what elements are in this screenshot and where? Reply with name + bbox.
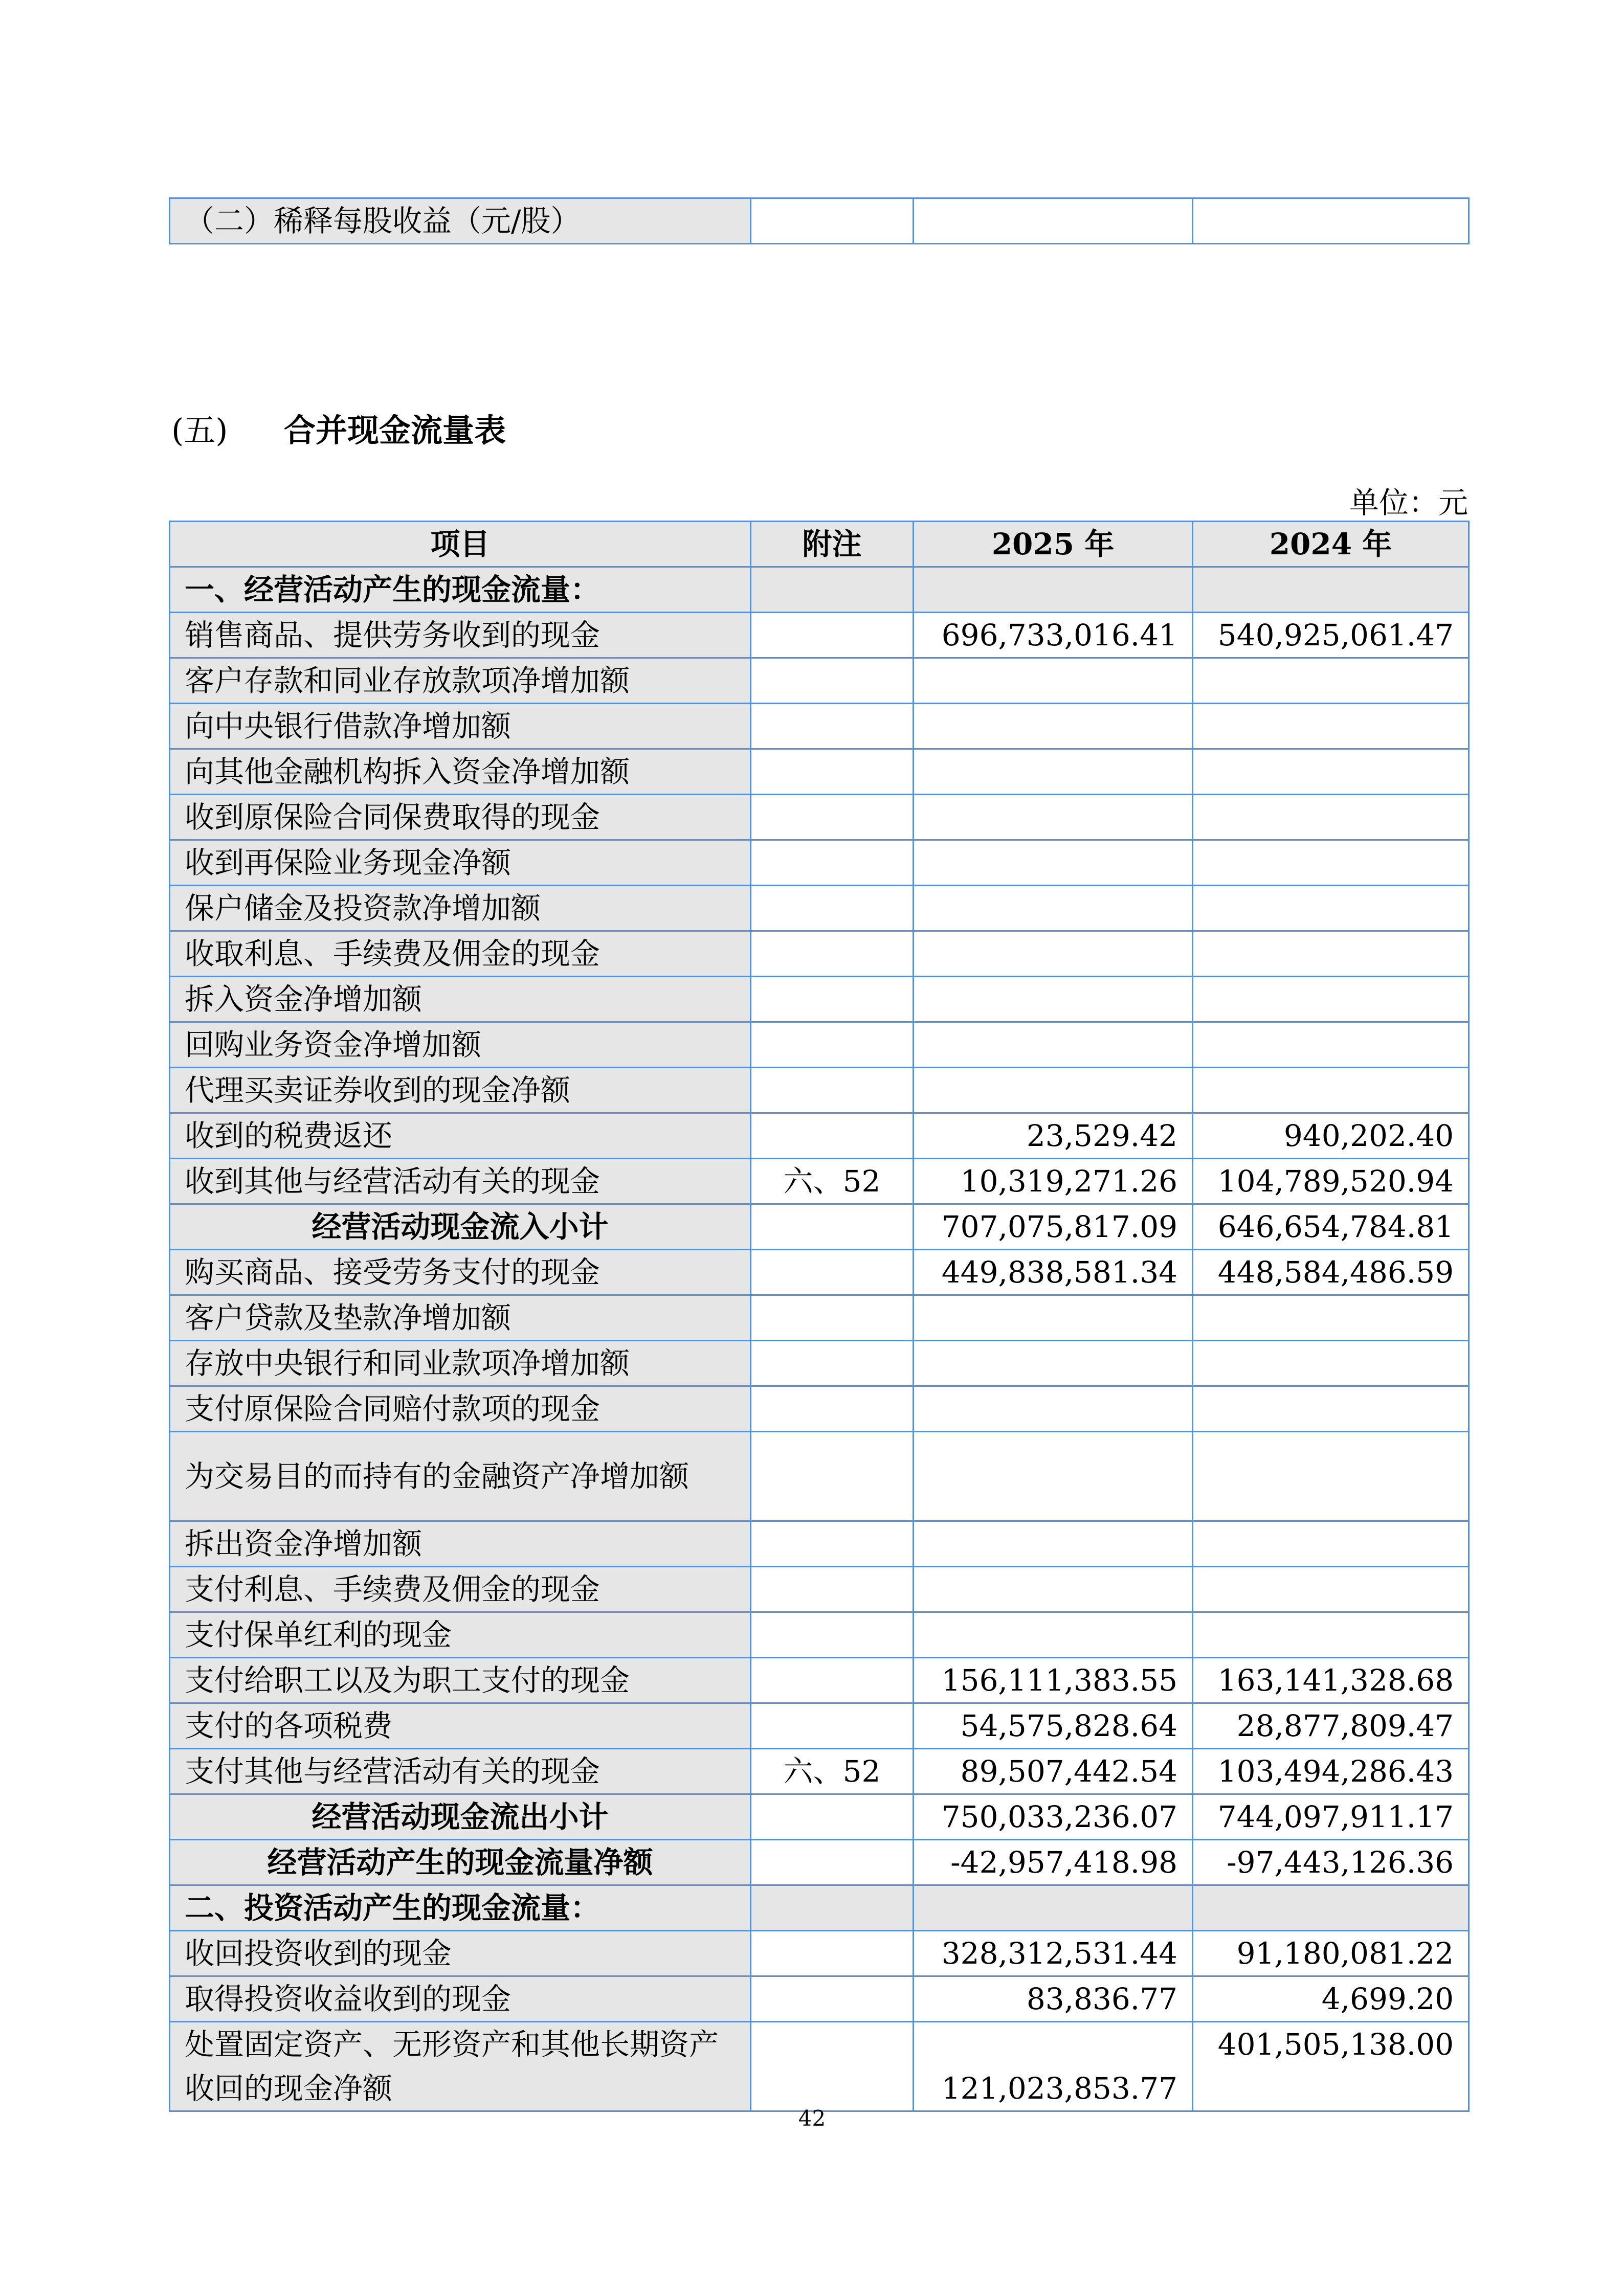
item-cell: 客户存款和同业存放款项净增加额 bbox=[170, 658, 751, 704]
value-2024-cell: 448,584,486.59 bbox=[1193, 1250, 1469, 1295]
section-number: (五) bbox=[171, 412, 228, 449]
value-2024-cell: 540,925,061.47 bbox=[1193, 613, 1469, 658]
note-cell bbox=[751, 840, 914, 886]
item-cell: 经营活动现金流入小计 bbox=[170, 1204, 751, 1250]
note-cell bbox=[751, 704, 914, 749]
value-2025-cell: 89,507,442.54 bbox=[914, 1749, 1193, 1794]
value-2024-cell: 744,097,911.17 bbox=[1193, 1794, 1469, 1840]
item-cell: 二、投资活动产生的现金流量： bbox=[170, 1885, 751, 1931]
value-2024-cell: 104,789,520.94 bbox=[1193, 1159, 1469, 1204]
table-row bbox=[170, 1885, 1469, 1931]
value-2024-cell bbox=[1193, 1432, 1469, 1521]
value-2024-cell bbox=[1193, 977, 1469, 1022]
table-row bbox=[170, 1341, 1469, 1386]
item-cell: 代理买卖证券收到的现金净额 bbox=[170, 1068, 751, 1113]
table-row bbox=[170, 567, 1469, 613]
item-cell: 支付利息、手续费及佣金的现金 bbox=[170, 1567, 751, 1612]
note-cell bbox=[751, 886, 914, 931]
header-2025: 2025 年 bbox=[914, 522, 1193, 567]
note-cell bbox=[751, 1658, 914, 1703]
note-cell bbox=[751, 931, 914, 977]
value-2025-cell bbox=[914, 886, 1193, 931]
table-row bbox=[170, 2022, 1469, 2111]
value-2025-cell bbox=[914, 977, 1193, 1022]
value-2025-cell bbox=[914, 1567, 1193, 1612]
item-cell: 收到再保险业务现金净额 bbox=[170, 840, 751, 886]
note-cell bbox=[751, 795, 914, 840]
item-cell: 回购业务资金净增加额 bbox=[170, 1022, 751, 1068]
item-cell: 拆出资金净增加额 bbox=[170, 1521, 751, 1567]
value-2025-cell: 10,319,271.26 bbox=[914, 1159, 1193, 1204]
value-2025-cell: 156,111,383.55 bbox=[914, 1658, 1193, 1703]
value-2024-cell bbox=[1193, 931, 1469, 977]
value-2024-cell bbox=[1193, 840, 1469, 886]
value-2024-cell: -97,443,126.36 bbox=[1193, 1840, 1469, 1885]
value-2024-cell bbox=[1193, 886, 1469, 931]
header-note: 附注 bbox=[751, 522, 914, 567]
value-2024-cell: 91,180,081.22 bbox=[1193, 1931, 1469, 1976]
item-cell: 支付保单红利的现金 bbox=[170, 1612, 751, 1658]
value-2024-cell bbox=[1193, 1295, 1469, 1341]
note-cell bbox=[751, 749, 914, 795]
item-cell: 处置固定资产、无形资产和其他长期资产收回的现金净额 bbox=[170, 2022, 751, 2111]
table-row bbox=[170, 1567, 1469, 1612]
value-2025-cell bbox=[914, 931, 1193, 977]
note-cell bbox=[751, 1341, 914, 1386]
value-2024-cell bbox=[1193, 749, 1469, 795]
value-2024-cell: 4,699.20 bbox=[1193, 1976, 1469, 2022]
item-cell: 收到的税费返还 bbox=[170, 1113, 751, 1159]
table-row bbox=[170, 198, 1469, 244]
value-2025-cell: 23,529.42 bbox=[914, 1113, 1193, 1159]
value-2024-cell bbox=[1193, 658, 1469, 704]
value-2025-cell bbox=[914, 840, 1193, 886]
table-header-row bbox=[170, 522, 1469, 567]
value-2024-cell: 28,877,809.47 bbox=[1193, 1703, 1469, 1749]
table-row bbox=[170, 1931, 1469, 1976]
value-2025-cell bbox=[914, 1612, 1193, 1658]
value-2024-cell bbox=[1193, 1386, 1469, 1432]
note-cell bbox=[751, 1521, 914, 1567]
table-row bbox=[170, 1703, 1469, 1749]
note-cell bbox=[751, 1794, 914, 1840]
value-2024-cell: 401,505,138.00 bbox=[1193, 2022, 1469, 2111]
value-2025-cell bbox=[914, 704, 1193, 749]
note-cell bbox=[751, 198, 914, 244]
table-row bbox=[170, 1113, 1469, 1159]
item-cell: 支付原保险合同赔付款项的现金 bbox=[170, 1386, 751, 1432]
top-table bbox=[169, 197, 1470, 244]
item-cell: 经营活动产生的现金流量净额 bbox=[170, 1840, 751, 1885]
value-2024-cell bbox=[1193, 795, 1469, 840]
value-2025-cell: 449,838,581.34 bbox=[914, 1250, 1193, 1295]
item-cell: 存放中央银行和同业款项净增加额 bbox=[170, 1341, 751, 1386]
item-cell: 向中央银行借款净增加额 bbox=[170, 704, 751, 749]
note-cell bbox=[751, 658, 914, 704]
unit-label: 单位：元 bbox=[1349, 485, 1468, 520]
table-row bbox=[170, 1250, 1469, 1295]
table-row bbox=[170, 704, 1469, 749]
table-row bbox=[170, 1521, 1469, 1567]
table-row bbox=[170, 795, 1469, 840]
value-2025-cell bbox=[914, 198, 1193, 244]
value-2025-cell: 707,075,817.09 bbox=[914, 1204, 1193, 1250]
note-cell bbox=[751, 1068, 914, 1113]
table-row bbox=[170, 977, 1469, 1022]
value-2025-cell: 54,575,828.64 bbox=[914, 1703, 1193, 1749]
table-row bbox=[170, 1658, 1469, 1703]
value-2025-cell: 750,033,236.07 bbox=[914, 1794, 1193, 1840]
value-2025-cell: 83,836.77 bbox=[914, 1976, 1193, 2022]
header-2024: 2024 年 bbox=[1193, 522, 1469, 567]
value-2025-cell bbox=[914, 1885, 1193, 1931]
value-2024-cell bbox=[1193, 567, 1469, 613]
value-2024-cell: 940,202.40 bbox=[1193, 1113, 1469, 1159]
note-cell bbox=[751, 1840, 914, 1885]
table-row bbox=[170, 1432, 1469, 1521]
item-cell: 购买商品、接受劳务支付的现金 bbox=[170, 1250, 751, 1295]
item-cell: 支付的各项税费 bbox=[170, 1703, 751, 1749]
note-cell bbox=[751, 1386, 914, 1432]
item-cell: 支付其他与经营活动有关的现金 bbox=[170, 1749, 751, 1794]
note-cell bbox=[751, 1885, 914, 1931]
value-2024-cell bbox=[1193, 704, 1469, 749]
item-cell: 收到其他与经营活动有关的现金 bbox=[170, 1159, 751, 1204]
item-cell: 支付给职工以及为职工支付的现金 bbox=[170, 1658, 751, 1703]
table-row bbox=[170, 1022, 1469, 1068]
value-2025-cell bbox=[914, 1068, 1193, 1113]
item-cell: 收到原保险合同保费取得的现金 bbox=[170, 795, 751, 840]
value-2025-cell bbox=[914, 658, 1193, 704]
section-title: 合并现金流量表 bbox=[284, 412, 506, 449]
value-2025-cell bbox=[914, 1341, 1193, 1386]
value-2025-cell: 328,312,531.44 bbox=[914, 1931, 1193, 1976]
table-row bbox=[170, 613, 1469, 658]
item-cell: 收回投资收到的现金 bbox=[170, 1931, 751, 1976]
table-row bbox=[170, 1794, 1469, 1840]
cash-flow-table bbox=[169, 521, 1470, 2112]
note-cell bbox=[751, 977, 914, 1022]
item-cell: 经营活动现金流出小计 bbox=[170, 1794, 751, 1840]
note-cell bbox=[751, 1432, 914, 1521]
item-cell: 保户储金及投资款净增加额 bbox=[170, 886, 751, 931]
note-cell bbox=[751, 1250, 914, 1295]
value-2025-cell bbox=[914, 567, 1193, 613]
item-cell: 一、经营活动产生的现金流量： bbox=[170, 567, 751, 613]
value-2024-cell bbox=[1193, 1521, 1469, 1567]
value-2024-cell: 163,141,328.68 bbox=[1193, 1658, 1469, 1703]
item-cell: 收取利息、手续费及佣金的现金 bbox=[170, 931, 751, 977]
table-row bbox=[170, 1612, 1469, 1658]
item-cell: 向其他金融机构拆入资金净增加额 bbox=[170, 749, 751, 795]
value-2024-cell bbox=[1193, 198, 1469, 244]
table-row bbox=[170, 931, 1469, 977]
value-2025-cell: 121,023,853.77 bbox=[914, 2022, 1193, 2111]
value-2024-cell bbox=[1193, 1022, 1469, 1068]
value-2024-cell: 103,494,286.43 bbox=[1193, 1749, 1469, 1794]
value-2025-cell bbox=[914, 1521, 1193, 1567]
table-row bbox=[170, 1159, 1469, 1204]
table-row bbox=[170, 1749, 1469, 1794]
note-cell bbox=[751, 1113, 914, 1159]
item-cell: 销售商品、提供劳务收到的现金 bbox=[170, 613, 751, 658]
note-cell bbox=[751, 1612, 914, 1658]
note-cell bbox=[751, 1703, 914, 1749]
note-cell bbox=[751, 613, 914, 658]
table-row bbox=[170, 886, 1469, 931]
value-2025-cell bbox=[914, 1022, 1193, 1068]
note-cell bbox=[751, 1976, 914, 2022]
note-cell bbox=[751, 1567, 914, 1612]
value-2024-cell bbox=[1193, 1068, 1469, 1113]
note-cell bbox=[751, 1931, 914, 1976]
page-number: 42 bbox=[798, 2106, 826, 2131]
item-cell: 为交易目的而持有的金融资产净增加额 bbox=[170, 1432, 751, 1521]
table-row bbox=[170, 1976, 1469, 2022]
item-cell: 取得投资收益收到的现金 bbox=[170, 1976, 751, 2022]
note-cell bbox=[751, 2022, 914, 2111]
item-cell: （二）稀释每股收益（元/股） bbox=[170, 198, 751, 244]
table-row bbox=[170, 658, 1469, 704]
value-2024-cell bbox=[1193, 1885, 1469, 1931]
note-cell bbox=[751, 567, 914, 613]
value-2025-cell bbox=[914, 1432, 1193, 1521]
table-row bbox=[170, 1204, 1469, 1250]
value-2025-cell bbox=[914, 1386, 1193, 1432]
value-2025-cell: -42,957,418.98 bbox=[914, 1840, 1193, 1885]
table-row bbox=[170, 1295, 1469, 1341]
value-2025-cell bbox=[914, 1295, 1193, 1341]
table-row bbox=[170, 1840, 1469, 1885]
note-cell: 六、52 bbox=[751, 1159, 914, 1204]
value-2024-cell bbox=[1193, 1341, 1469, 1386]
table-row bbox=[170, 1386, 1469, 1432]
note-cell bbox=[751, 1022, 914, 1068]
value-2025-cell bbox=[914, 749, 1193, 795]
item-cell: 拆入资金净增加额 bbox=[170, 977, 751, 1022]
note-cell: 六、52 bbox=[751, 1749, 914, 1794]
value-2025-cell: 696,733,016.41 bbox=[914, 613, 1193, 658]
value-2024-cell bbox=[1193, 1567, 1469, 1612]
value-2025-cell bbox=[914, 795, 1193, 840]
table-row bbox=[170, 1068, 1469, 1113]
section-heading bbox=[171, 405, 506, 451]
value-2024-cell bbox=[1193, 1612, 1469, 1658]
item-cell: 客户贷款及垫款净增加额 bbox=[170, 1295, 751, 1341]
note-cell bbox=[751, 1295, 914, 1341]
table-row bbox=[170, 840, 1469, 886]
table-row bbox=[170, 749, 1469, 795]
note-cell bbox=[751, 1204, 914, 1250]
value-2024-cell: 646,654,784.81 bbox=[1193, 1204, 1469, 1250]
header-item: 项目 bbox=[170, 522, 751, 567]
